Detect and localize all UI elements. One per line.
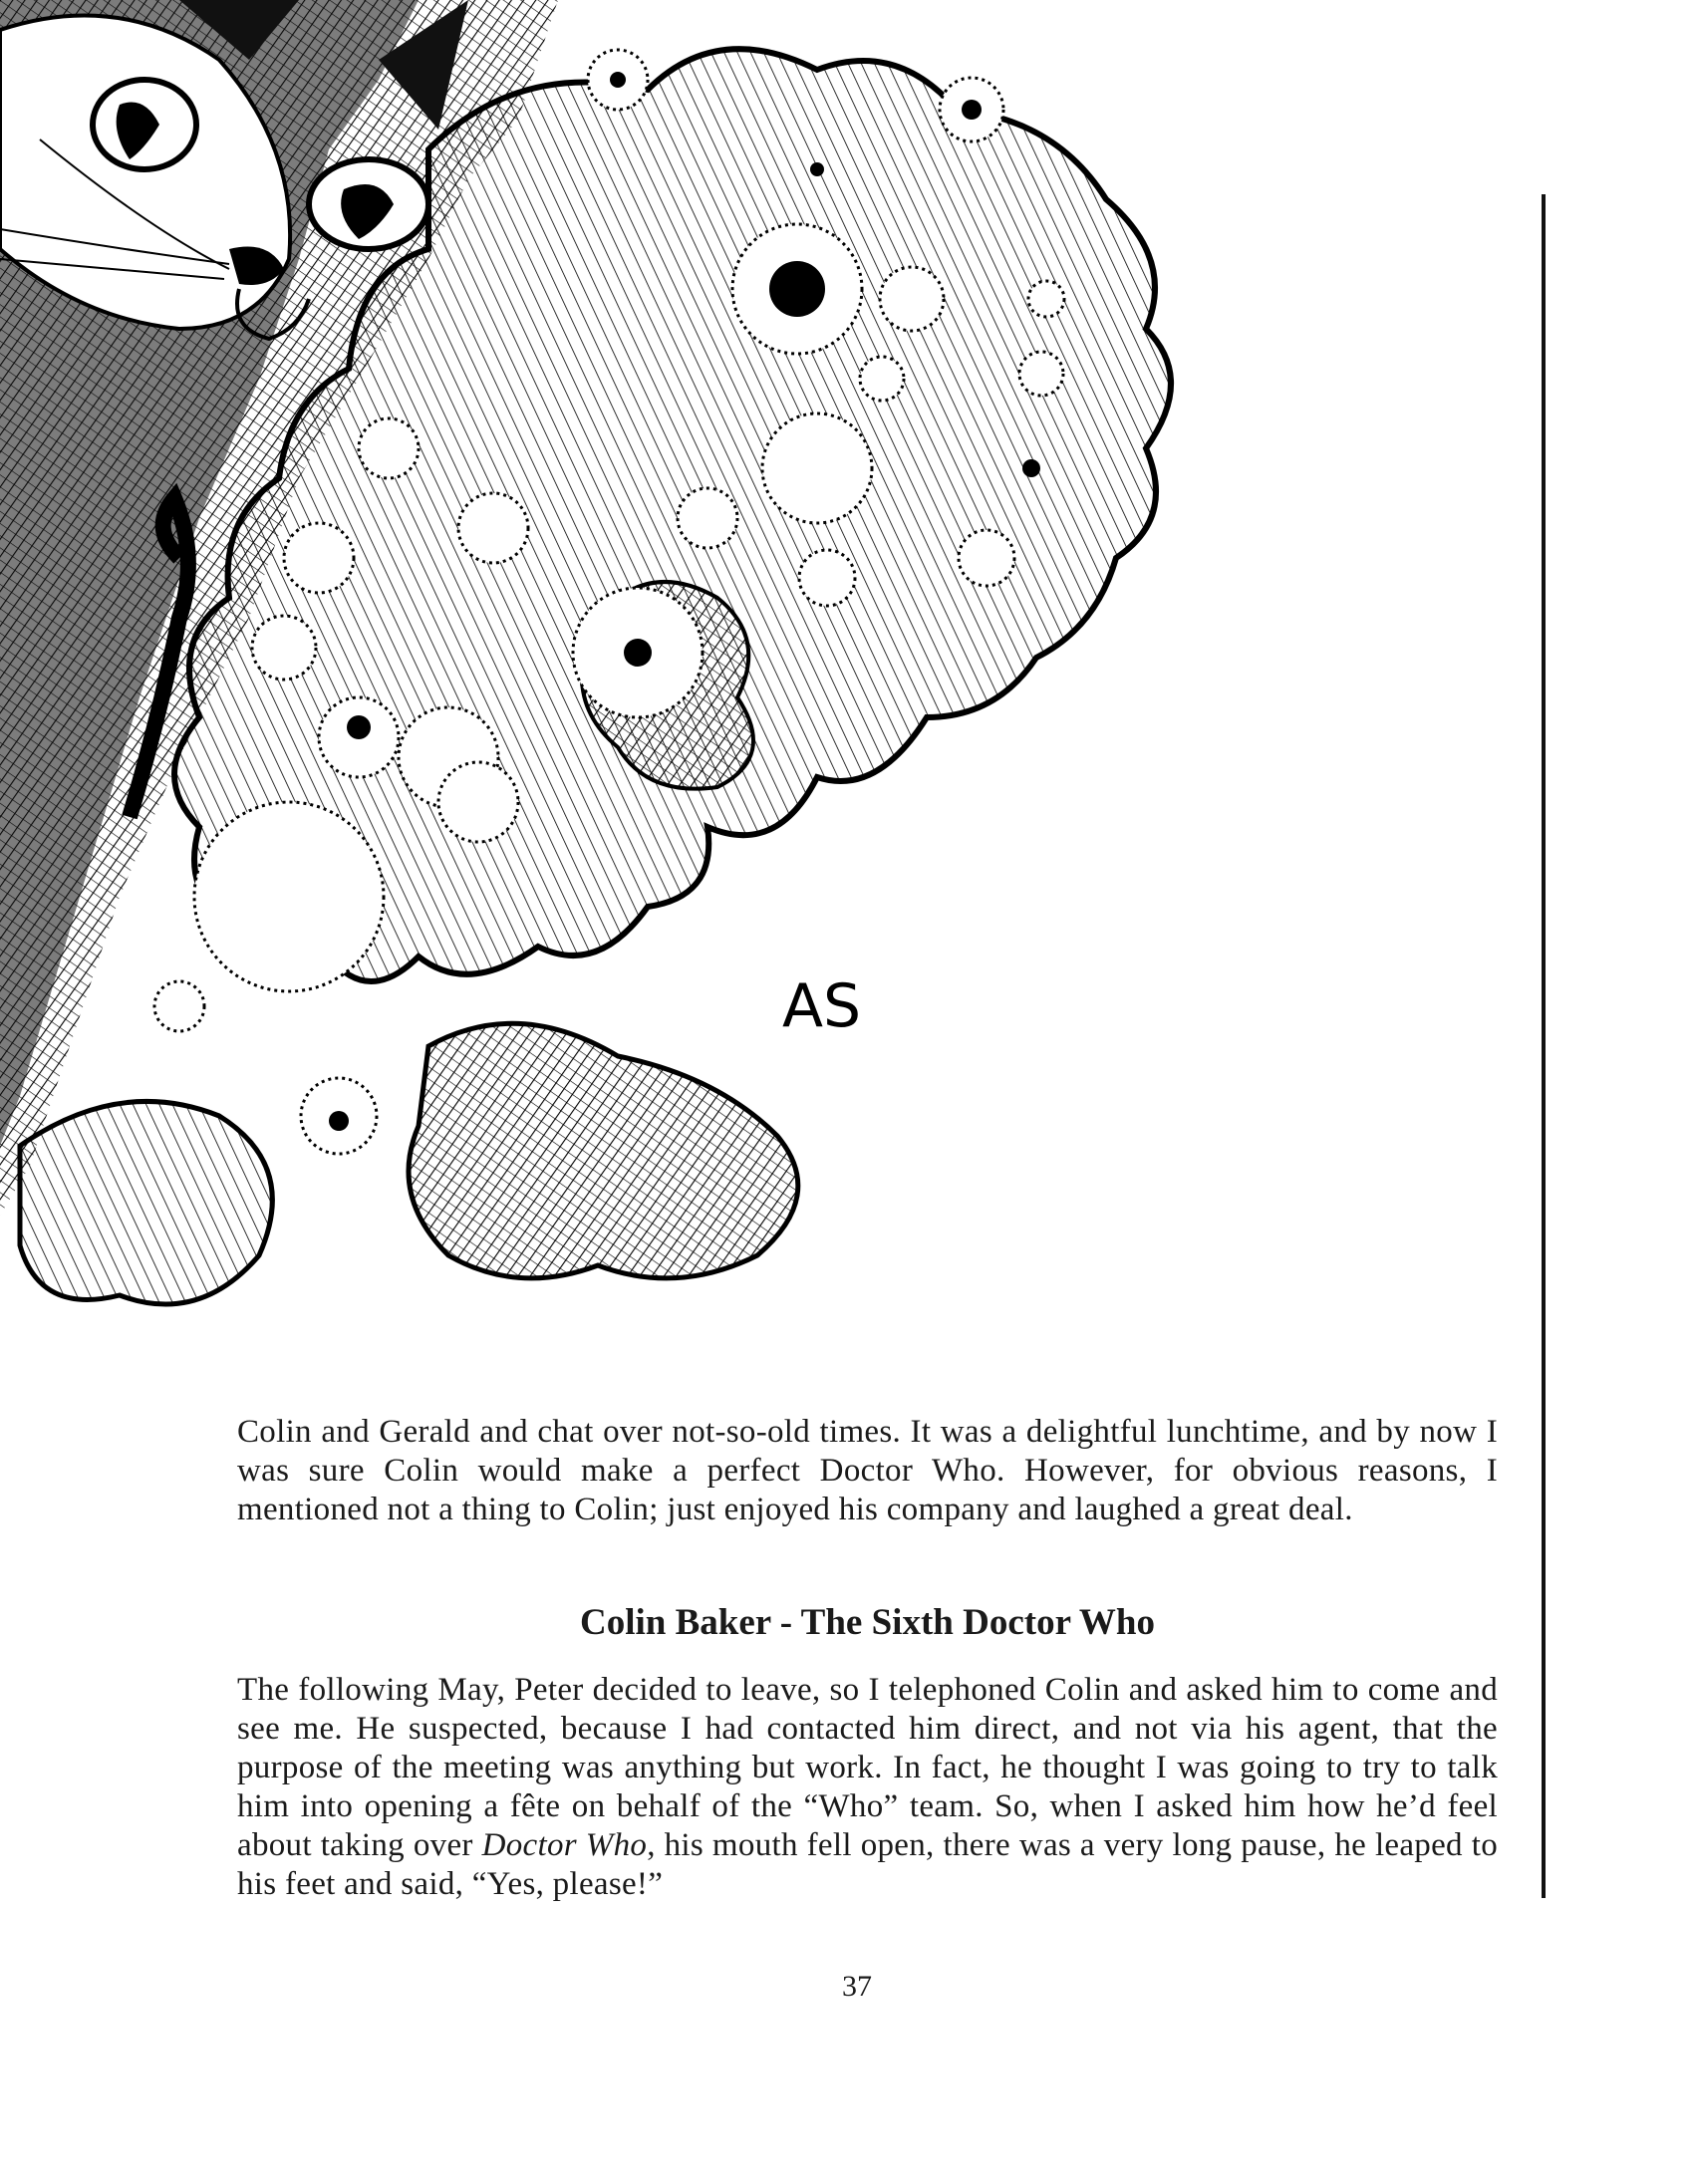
paragraph-text-end: , his mouth fell open, there was a very long pause, he leaped to his feet and said, “Yes, please!” [237, 1827, 1499, 1902]
cat-in-flowers-illustration-icon [0, 0, 1236, 1385]
paragraph-text-start: The following May, Peter decided to leave, so I telephoned Colin and asked him to come and see me. He suspected, because I had contacted him direct, and not via his agent, that the purpose of the meeting was anything but work. In fact, he thought I was going to try to talk him into opening a fête on behalf of the “Who” team. So, when I asked him how he’d feel about taking over [237, 1672, 1498, 1863]
artist-signature: AS [782, 971, 862, 1041]
paragraph-body [237, 1671, 1498, 1904]
cat-flower-illustration [0, 0, 1236, 1385]
page-number: 37 [842, 1970, 872, 2003]
section-heading: Colin Baker - The Sixth Doctor Who [579, 1602, 1155, 1643]
page-margin-rule [1542, 194, 1546, 1898]
paragraph-continuation: Colin and Gerald and chat over not-so-old times. It was a delightful lunchtime, and by now I was sure Colin would make a perfect Doctor Who. However, for obvious reasons, I mentioned not a thing to Colin; just enjoyed his company and laughed a great deal. [237, 1414, 1498, 1527]
show-title-italic: Doctor Who [481, 1827, 648, 1863]
